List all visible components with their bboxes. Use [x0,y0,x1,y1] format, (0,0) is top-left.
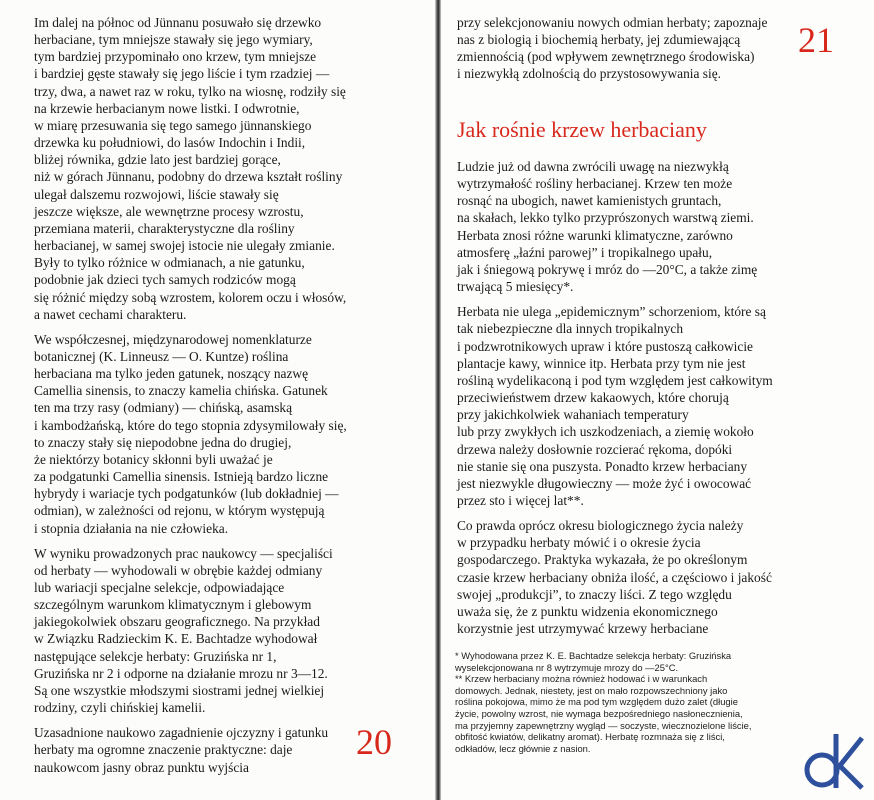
text-line: jakiegokolwiek obszaru geograficznego. Na przykład [34,614,320,630]
text-line: życie, powolny wzrost, nie wymaga bezpośredniego nasłonecznienia, [455,707,743,719]
text-line: herbaciana ma tylko jeden gatunek, noszący nazwę [34,366,309,382]
text-line: jak i śniegową pokrywę i mróz do —20°C, a także zimę [457,261,758,277]
text-line: rosnąć na ubogich, nawet kamienistych gruntach, [457,193,722,209]
text-line: drzewka ku południowi, do lasów Indochin i Indii, [34,135,306,151]
text-line: tak niebezpieczne dla innych tropikalnych [457,321,684,337]
text-line: trzy, dwa, a nawet raz w roku, tylko na wiosnę, rodziły się [34,83,346,99]
text-line: atmosferę „łaźni parowej” i tropikalnego upału, [457,244,713,260]
text-line: Herbata znosi różne warunki klimatyczne, zarówno [457,227,733,243]
text-line: domowych. Jednak, niestety, jest on mało rozpowszechniony jako [455,684,728,696]
text-line: w przypadku herbaty mówić i o okresie życia [457,535,701,551]
text-line: przemiana materii, charakterystyczne dla rośliny [34,220,295,236]
text-line: czasie krzew herbaciany obniża ilość, a częściowo i jakość [457,569,772,585]
page-number-right: 21 [798,20,834,60]
text-line: Herbata nie ulega „epidemicznym” schorzeniom, które są [457,304,766,320]
text-line: za podgatunki Camellia sinensis. Istnieją bardzo liczne [34,469,329,485]
text-line: herbaty ma ogromne znaczenie praktyczne: daje [34,742,293,758]
text-line: roślina pokojowa, mimo że ma pod tym względem dużo zalet (długie [455,696,738,708]
right-body-text [457,158,773,645]
text-line: i podzwrotnikowych upraw i które pustoszą całkowicie [457,338,753,354]
text-line: i kambodżańską, które do tego stopnia zdysymilowały się, [34,417,347,433]
text-line: od herbaty — wyhodowali w obrębie każdej odmiany [34,562,323,578]
text-line: to znaczy stały się niepodobne jedna do drugiej, [34,434,292,450]
text-line: swojej „produkcji”, to znaczy liści. Z tego względu [457,586,732,602]
page-number-left: 20 [356,722,392,762]
text-line: Były to tylko różnice w odmianach, a nie gatunku, [34,255,305,271]
text-line: herbaciane, tym mniejsze stawały się jego wymiary, [34,32,313,48]
text-line: gospodarczego. Praktyka wykazała, że po określonym [457,552,748,568]
text-line: nas z biologią i biochemią herbaty, jej zdumiewającą [457,32,741,48]
text-line: zmiennością (pod wpływem zewnętrznego środowiska) [457,49,755,65]
text-line: w miarę przesuwania się tego samego jünnanskiego [34,117,312,133]
text-line: drzewa należy dosłownie rozcierać rękoma, dopóki [457,441,733,457]
text-line: Ludzie już od dawna zwrócili uwagę na niezwykłą [457,159,729,174]
text-line: odkładów, lecz głównie z nasion. [455,742,591,754]
text-line: niż w górach Jünnanu, podobny do drzewa kształt rośliny [34,169,343,185]
text-line: botanicznej (K. Linneusz — O. Kuntze) roślina [34,348,289,364]
text-line: We współczesnej, międzynarodowej nomenklaturze [34,331,312,347]
text-line: jeszcze większe, ale wewnętrzne procesy wzrostu, [34,203,304,219]
text-line: i stopnia działania na nie człowieka. [34,520,229,536]
chapter-heading: Jak rośnie krzew herbaciany [457,117,707,142]
text-line: bliżej równika, gdzie lato jest bardziej gorące, [34,152,281,168]
text-line: następujące selekcje herbaty: Gruzińska nr 1, [34,648,277,664]
right-intro-text [457,14,767,83]
text-line: na skałach, lekko tylko przyprószonych warstwą ziemi. [457,210,754,226]
text-line: podobnie jak dzieci tych samych rodziców mogą [34,272,296,288]
text-line: plantacje kawy, winnice itp. Herbata przy tym nie jest [457,355,746,371]
text-line: hybrydy i wariacje tych podgatunków (lub dokładniej — [34,486,339,502]
text-line: obfitość kwiatów, delikatny aromat). Herbatę rozmnaża się z liści, [455,731,725,743]
text-line: lub przy zwykłych ich uszkodzeniach, a ziemię wokoło [457,424,754,440]
text-line: trwającą 5 miesięcy*. [457,279,574,295]
text-line: Są one wszystkie młodszymi siostrami jednej wielkiej [34,682,325,698]
left-body-text [34,14,347,784]
text-line: ten ma trzy rasy (odmiany) — chińską, asamską [34,400,293,416]
text-line: nie stanie się ona puszysta. Ponadto krzew herbaciany [457,458,748,474]
text-line: Im dalej na północ od Jünnanu posuwało się drzewko [34,15,322,30]
text-line: wytrzymałość rośliny herbacianej. Krzew ten może [457,176,733,192]
text-line: Camellia sinensis, to znaczy kamelia chińska. Gatunek [34,383,328,399]
text-line: herbacianej, w samej swojej istocie nie ulegały zmianie. [34,238,335,254]
text-line: przeciwieństwem drzew kakaowych, które chorują [457,390,729,406]
text-line: rośliną wydelikaconą i pod tym względem jest całkowitym [457,372,773,388]
text-line: i bardziej gęste stawały się jego liście i tym rzadziej — [34,66,330,82]
text-line: lub wariacji specjalne selekcje, odpowiadające [34,580,285,595]
text-line: się różnić między sobą wzrostem, kolorem oczu i włosów, [34,289,347,305]
text-line: odmian), w zależności od rejonu, w którym występują [34,503,325,519]
left-page [0,0,435,800]
text-line: na krzewie herbacianym nowe listki. I odwrotnie, [34,100,300,116]
text-line: przy jakichkolwiek wahaniach temperatury [457,407,689,423]
text-line: Uzasadnione naukowo zagadnienie ojczyzny i gatunku [34,725,329,741]
text-line: przy selekcjonowaniu nowych odmian herbaty; zapoznaje [457,15,768,30]
text-line: korzystnie jest utrzymywać krzewy herbaciane [457,621,709,637]
text-line: jest niezwykle długowieczny — może żyć i owocować [457,475,752,491]
text-line: * Wyhodowana przez K. E. Bachtadze selekcja herbaty: Gruzińska [455,650,732,661]
text-line: naukowcom jasny obraz punktu wyjścia [34,759,249,775]
text-line: Gruzińska nr 2 i odporne na działanie mrozu nr 3—12. [34,665,328,681]
text-line: wyselekcjonowana nr 8 wytrzymuje mrozy do —25°C. [455,661,679,673]
text-line: a nawet cechami charakteru. [34,306,187,322]
text-line: ma przyjemny zapewnętrzny wygląd — soczyste, wiecznozielone liście, [455,719,752,731]
text-line: tym bardziej przypominało ono krzew, tym mniejsze [34,49,317,65]
text-line: W wyniku prowadzonych prac naukowcy — specjaliści [34,545,333,561]
text-line: szczególnym warunkom klimatycznym i glebowym [34,597,312,613]
text-line: w Związku Radzieckim K. E. Bachtadze wyhodował [34,631,318,647]
text-line: przez sto i więcej lat**. [457,492,584,508]
text-line: że niektórzy botanicy skłonni byli uważać je [34,451,273,467]
text-line: Co prawda oprócz okresu biologicznego życia należy [457,518,744,534]
text-line: ulegał dalszemu rozwojowi, liście stawały się [34,186,279,202]
dk-logo-icon [800,730,866,792]
text-line: ** Krzew herbaciany można również hodować i w warunkach [455,673,708,685]
footnotes [455,650,751,754]
text-line: uważa się, że z punktu widzenia ekonomicznego [457,603,718,619]
text-line: rodziny, czyli chińskiej kamelii. [34,700,206,716]
text-line: i niezwykłą zdolnością do przystosowywania się. [457,66,722,82]
